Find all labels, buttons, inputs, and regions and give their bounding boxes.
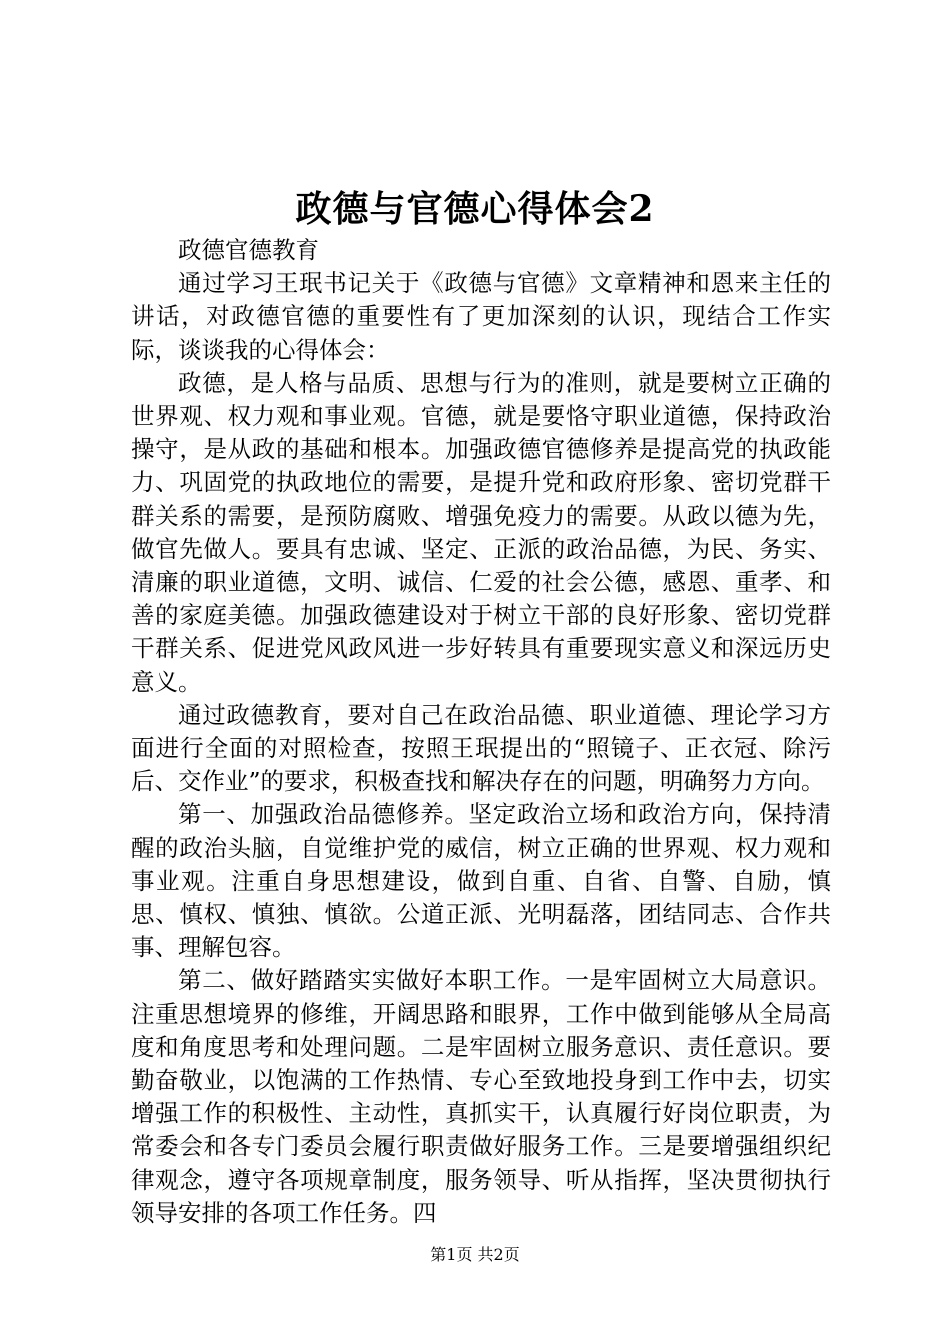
document-title: 政德与官德心得体会2	[295, 188, 655, 230]
page-number-footer: 第1页 共2页	[430, 1245, 520, 1264]
document-body	[131, 234, 831, 1230]
paragraph-definition: 政德，是人格与品质、思想与行为的准则，就是要树立正确的世界观、权力观和事业观。官德，就是要恪守职业道德，保持政治操守，是从政的基础和根本。加强政德官德修养是提高党的执政能力、巩固党的执政地位的需要，是提升党和政府形象、密切党群干群关系的需要，是预防腐败、增强免疫力的需要。从政以德为先，做官先做人。要具有忠诚、坚定、正派的政治品德，为民、务实、清廉的职业道德，文明、诚信、仁爱的社会公德，感恩、重孝、和善的家庭美德。加强政德建设对于树立干部的良好形象、密切党群干群关系、促进党风政风进一步好转具有重要现实意义和深远历史意义。	[131, 368, 831, 696]
paragraph-self-check: 通过政德教育，要对自己在政治品德、职业道德、理论学习方面进行全面的对照检查，按照王珉提出的“照镜子、正衣冠、除污后、交作业”的要求，积极查找和解决存在的问题，明确努力方向。	[131, 700, 831, 796]
paragraph-intro: 通过学习王珉书记关于《政德与官德》文章精神和恩来主任的讲话，对政德官德的重要性有了更加深刻的认识，现结合工作实际，谈谈我的心得体会：	[131, 269, 831, 364]
paragraph-point-one: 第一、加强政治品德修养。坚定政治立场和政治方向，保持清醒的政治头脑，自觉维护党的威信，树立正确的世界观、权力观和事业观。注重自身思想建设，做到自重、自省、自警、自励，慎思、慎权、慎独、慎欲。公道正派、光明磊落，团结同志、合作共事、理解包容。	[131, 800, 831, 962]
paragraph-heading: 政德官德教育	[178, 236, 319, 264]
paragraph-point-two: 第二、做好踏踏实实做好本职工作。一是牢固树立大局意识。注重思想境界的修维，开阔思路和眼界，工作中做到能够从全局高度和角度思考和处理问题。二是牢固树立服务意识、责任意识。要勤奋敬业，以饱满的工作热情、专心至致地投身到工作中去，切实增强工作的积极性、主动性，真抓实干，认真履行好岗位职责，为常委会和各专门委员会履行职责做好服务工作。三是要增强组织纪律观念，遵守各项规章制度，服务领导、听从指挥，坚决贯彻执行领导安排的各项工作任务。四	[131, 966, 831, 1227]
